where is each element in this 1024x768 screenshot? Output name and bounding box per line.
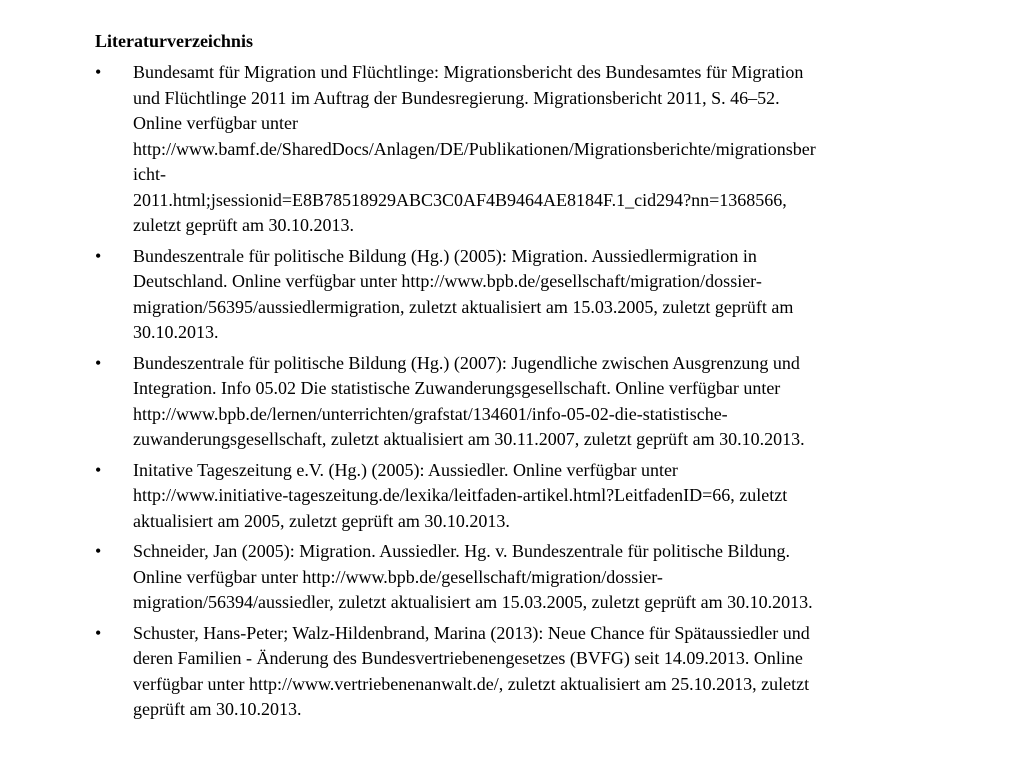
reference-line: Bundeszentrale für politische Bildung (Hg.) (2005): Migration. Aussiedlermigration in [133, 245, 757, 266]
reference-item [95, 351, 955, 453]
bullet-icon: • [95, 62, 102, 82]
bullet-icon: • [95, 352, 102, 373]
reference-line: zuletzt geprüft am 30.10.2013. [133, 215, 354, 235]
reference-item [95, 60, 955, 239]
reference-line: Schuster, Hans-Peter; Walz-Hildenbrand, Marina (2013): Neue Chance für Spätaussiedler und [133, 622, 810, 643]
reference-line: deren Familien - Änderung des Bundesvertriebenengesetzes (BVFG) seit 14.09.2013. Online [133, 648, 803, 668]
reference-line: zuwanderungsgesellschaft, zuletzt aktualisiert am 30.11.2007, zuletzt geprüft am 30.10.2013. [133, 429, 805, 449]
reference-line: geprüft am 30.10.2013. [133, 699, 302, 719]
reference-line: Deutschland. Online verfügbar unter http://www.bpb.de/gesellschaft/migration/dossier- [133, 271, 762, 291]
bullet-icon: • [95, 245, 102, 266]
reference-text [133, 60, 955, 239]
reference-line: icht- [133, 164, 166, 184]
bullet-icon: • [95, 459, 102, 480]
reference-item [95, 244, 955, 346]
reference-line: migration/56395/aussiedlermigration, zuletzt aktualisiert am 15.03.2005, zuletzt geprüft am [133, 296, 794, 317]
reference-list [95, 60, 955, 723]
reference-line: Online verfügbar unter [133, 113, 298, 133]
reference-line: 2011.html;jsessionid=E8B78518929ABC3C0AF4B9464AE8184F.1_cid294?nn=1368566, [133, 189, 787, 210]
reference-line: migration/56394/aussiedler, zuletzt aktualisiert am 15.03.2005, zuletzt geprüft am 30.10.2013. [133, 592, 813, 612]
page-title: Literaturverzeichnis [95, 31, 253, 51]
reference-line: verfügbar unter http://www.vertriebenenanwalt.de/, zuletzt aktualisiert am 25.10.2013, zuletzt [133, 673, 810, 694]
bullet-icon: • [95, 622, 102, 643]
reference-line: http://www.bamf.de/SharedDocs/Anlagen/DE/Publikationen/Migrationsberichte/migrationsber [133, 138, 816, 159]
reference-item [95, 458, 955, 535]
reference-line: http://www.initiative-tageszeitung.de/lexika/leitfaden-artikel.html?LeitfadenID=66, zuletzt [133, 485, 788, 505]
reference-line: Bundesamt für Migration und Flüchtlinge: Migrationsbericht des Bundesamtes für Migration [133, 62, 804, 82]
reference-text [133, 244, 955, 346]
reference-item [95, 539, 955, 616]
reference-line: http://www.bpb.de/lernen/unterrichten/grafstat/134601/info-05-02-die-statistische- [133, 403, 728, 424]
reference-line: 30.10.2013. [133, 322, 219, 342]
reference-line: Online verfügbar unter http://www.bpb.de/gesellschaft/migration/dossier- [133, 566, 663, 587]
reference-line: und Flüchtlinge 2011 im Auftrag der Bundesregierung. Migrationsbericht 2011, S. 46–52. [133, 87, 780, 108]
reference-line: aktualisiert am 2005, zuletzt geprüft am 30.10.2013. [133, 510, 510, 531]
reference-text [133, 351, 955, 453]
reference-line: Integration. Info 05.02 Die statistische Zuwanderungsgesellschaft. Online verfügbar unter [133, 378, 781, 398]
reference-text [133, 458, 955, 535]
reference-line: Bundeszentrale für politische Bildung (Hg.) (2007): Jugendliche zwischen Ausgrenzung und [133, 352, 800, 373]
reference-line: Initative Tageszeitung e.V. (Hg.) (2005): Aussiedler. Online verfügbar unter [133, 459, 678, 480]
bullet-icon: • [95, 541, 102, 561]
reference-line: Schneider, Jan (2005): Migration. Aussiedler. Hg. v. Bundeszentrale für politische Bildung. [133, 541, 790, 561]
document-page [95, 29, 955, 728]
reference-text [133, 621, 955, 723]
reference-item [95, 621, 955, 723]
reference-text [133, 539, 955, 616]
